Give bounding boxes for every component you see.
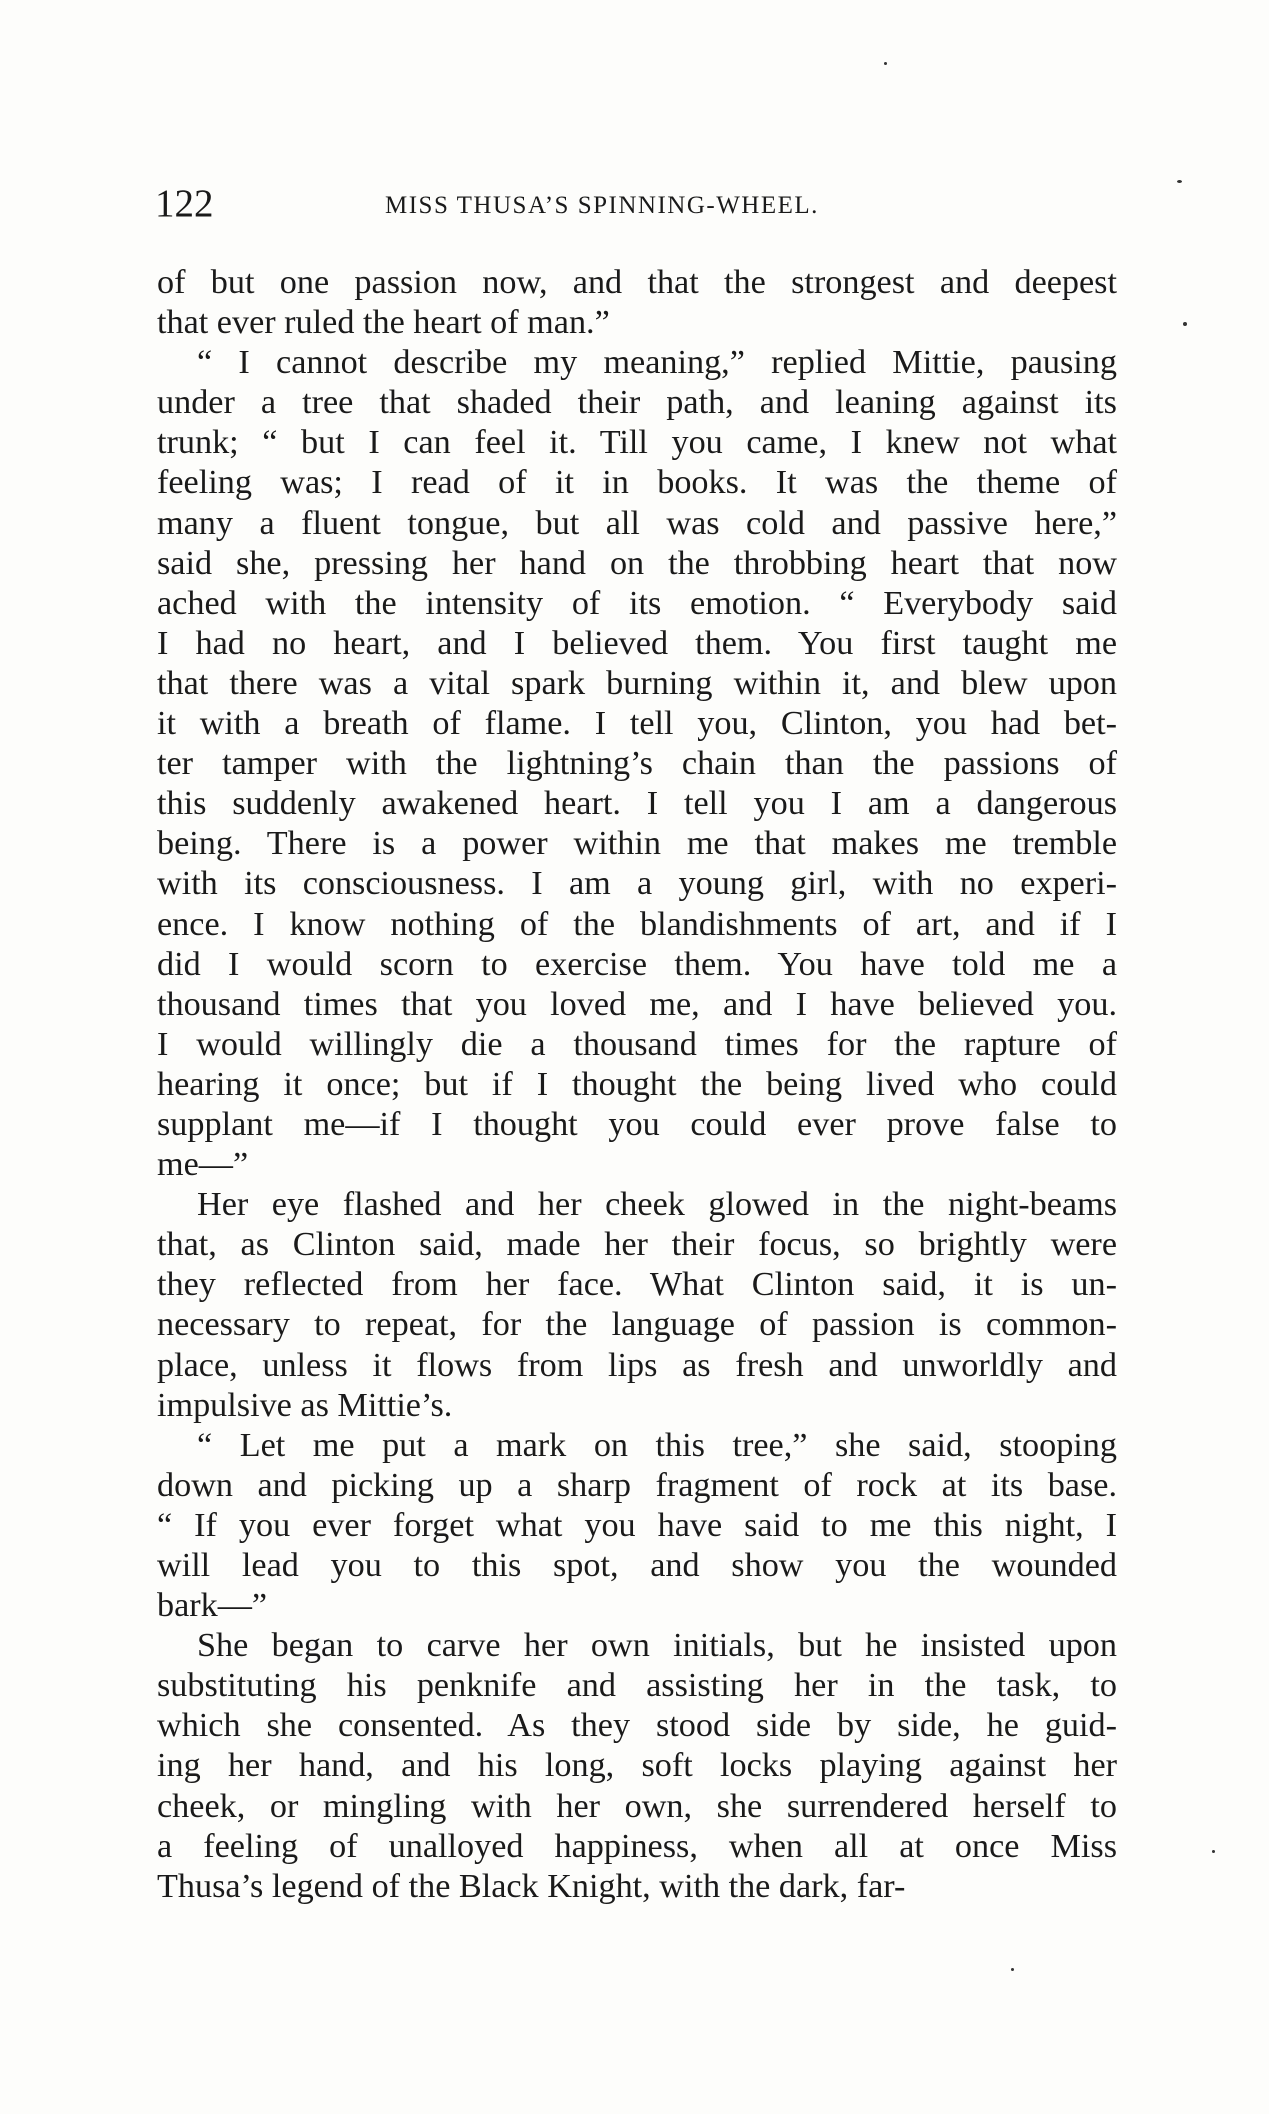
- text-line: many a fluent tongue, but all was cold and passive here,”: [157, 504, 1117, 542]
- text-line: “ Let me put a mark on this tree,” she said, stooping: [197, 1426, 1117, 1464]
- text-line: “ If you ever forget what you have said to me this night, I: [157, 1506, 1117, 1544]
- text-line: me—”: [157, 1146, 249, 1184]
- text-line: I would willingly die a thousand times for the rapture of: [157, 1025, 1117, 1063]
- page-number: 122: [155, 182, 214, 225]
- text-line: a feeling of unalloyed happiness, when all at once Miss: [157, 1827, 1117, 1865]
- text-line: that, as Clinton said, made her their focus, so brightly were: [157, 1226, 1117, 1264]
- scan-speck: [884, 62, 887, 65]
- body-text: [157, 263, 1117, 1907]
- scan-speck: [1212, 1850, 1215, 1853]
- text-line: ence. I know nothing of the blandishments of art, and if I: [157, 905, 1117, 943]
- text-line: ached with the intensity of its emotion. “ Everybody said: [157, 584, 1117, 622]
- scan-speck: [1177, 180, 1182, 183]
- text-line: which she consented. As they stood side by side, he guid-: [157, 1707, 1117, 1745]
- scan-speck: [1011, 1968, 1014, 1971]
- text-line: bark—”: [157, 1587, 268, 1625]
- text-line: place, unless it flows from lips as fresh and unworldly and: [157, 1346, 1117, 1384]
- text-line: I had no heart, and I believed them. You first taught me: [157, 624, 1117, 662]
- text-line: Her eye flashed and her cheek glowed in the night-beams: [197, 1186, 1117, 1224]
- text-line: said she, pressing her hand on the throbbing heart that now: [157, 544, 1117, 582]
- paragraph: [157, 343, 1117, 1185]
- text-line: under a tree that shaded their path, and leaning against its: [157, 384, 1117, 422]
- text-line: substituting his penknife and assisting her in the task, to: [157, 1667, 1117, 1705]
- text-line: that ever ruled the heart of man.”: [157, 304, 610, 342]
- text-line: “ I cannot describe my meaning,” replied Mittie, pausing: [197, 344, 1117, 382]
- page-header: [155, 178, 1115, 230]
- text-line: trunk; “ but I can feel it. Till you came, I knew not what: [157, 424, 1117, 462]
- text-line: it with a breath of flame. I tell you, Clinton, you had bet-: [157, 705, 1117, 743]
- text-line: with its consciousness. I am a young girl, with no experi-: [157, 865, 1117, 903]
- text-line: cheek, or mingling with her own, she surrendered herself to: [157, 1787, 1117, 1825]
- text-line: thousand times that you loved me, and I have believed you.: [157, 985, 1117, 1023]
- running-title: MISS THUSA’S SPINNING-WHEEL.: [385, 192, 819, 219]
- text-line: impulsive as Mittie’s.: [157, 1386, 453, 1424]
- text-line: of but one passion now, and that the strongest and deepest: [157, 264, 1117, 301]
- text-line: will lead you to this spot, and show you the wounded: [157, 1547, 1117, 1584]
- text-line: feeling was; I read of it in books. It was the theme of: [157, 464, 1117, 502]
- text-line: they reflected from her face. What Clinton said, it is un-: [157, 1266, 1117, 1304]
- scan-speck: [1183, 322, 1187, 326]
- text-line: did I would scorn to exercise them. You have told me a: [157, 945, 1117, 983]
- text-line: ing her hand, and his long, soft locks playing against her: [157, 1747, 1117, 1785]
- paragraph: [157, 263, 1117, 343]
- text-line: Thusa’s legend of the Black Knight, with the dark, far-: [157, 1867, 906, 1905]
- text-line: She began to carve her own initials, but he insisted upon: [197, 1627, 1117, 1665]
- text-line: necessary to repeat, for the language of passion is common-: [157, 1306, 1117, 1344]
- paragraph: [157, 1185, 1117, 1426]
- text-line: this suddenly awakened heart. I tell you I am a dangerous: [157, 785, 1117, 823]
- text-line: being. There is a power within me that makes me tremble: [157, 825, 1117, 863]
- text-line: hearing it once; but if I thought the being lived who could: [157, 1065, 1117, 1103]
- text-line: that there was a vital spark burning within it, and blew upon: [157, 664, 1117, 702]
- text-line: ter tamper with the lightning’s chain than the passions of: [157, 745, 1117, 783]
- text-line: supplant me—if I thought you could ever prove false to: [157, 1105, 1117, 1143]
- paragraph: [157, 1626, 1117, 1907]
- paragraph: [157, 1426, 1117, 1626]
- text-line: down and picking up a sharp fragment of rock at its base.: [157, 1466, 1117, 1504]
